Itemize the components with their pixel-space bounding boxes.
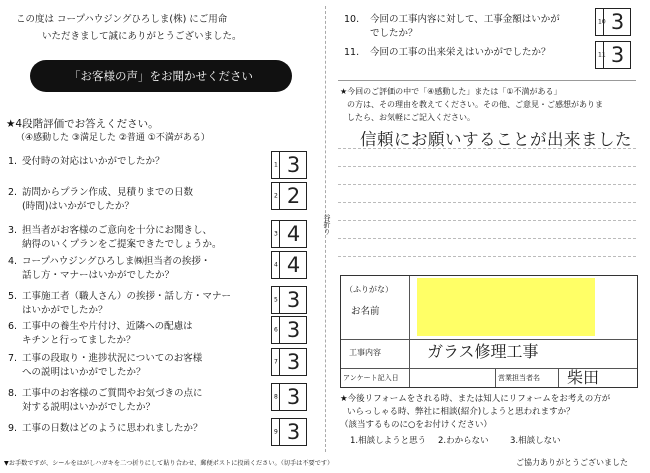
answer-box[interactable] [271, 151, 307, 179]
answer-box[interactable] [271, 220, 307, 248]
question-text: コープハウジングひろしま㈱担当者の挨拶・ [22, 256, 211, 267]
header-line-2: いただきまして誠にありがとうございました。 [42, 31, 242, 42]
answer-value: 3 [286, 420, 301, 444]
answer-box[interactable] [271, 316, 307, 344]
question-row [0, 186, 310, 216]
question-text: 訪問からプラン作成、見積りまでの日数 [22, 187, 194, 198]
question-number: 7. [8, 353, 18, 364]
question-number: 9. [8, 423, 18, 434]
question-text: 工事の日数はどのように思われましたか？ [22, 423, 203, 434]
answer-box-index: 9 [274, 428, 278, 436]
question-number: 3. [8, 225, 18, 236]
answer-box[interactable] [595, 41, 631, 69]
question-text: 工事施工者（職人さん）の挨拶・話し方・マナー [22, 291, 232, 302]
answer-box[interactable] [271, 182, 307, 210]
comment-handwritten: 信頼にお願いすることが出来ました [360, 130, 632, 149]
referral-line-2: いらっしゃる時、弊社に相談(紹介)しようと思われますか？ [347, 407, 575, 417]
question-number: 10. [344, 14, 360, 25]
survey-date-label: アンケート記入日 [343, 374, 399, 382]
staff-value: 柴田 [567, 368, 600, 387]
question-text: キチンと行ってましたか？ [22, 335, 136, 346]
answer-box[interactable] [271, 348, 307, 376]
answer-box-index: 6 [274, 326, 278, 334]
referral-line-1: ★今後リフォームをされる時、または知人にリフォームをお考えの方が [340, 394, 611, 404]
question-text: はいかがでしたか？ [22, 305, 108, 316]
survey-banner [30, 60, 292, 92]
question-row [0, 255, 310, 285]
answer-box-index: 11 [598, 51, 606, 59]
question-text: 担当者がお客様のご意向を十分にお聞きし、 [22, 225, 213, 236]
comment-prompt-2: の方は、その理由を教えてください。その他、ご意見・ご感想がありま [347, 100, 603, 109]
question-text: 受付時の対応はいかがでしたか？ [22, 156, 165, 167]
question-row [0, 290, 310, 320]
question-number: 4. [8, 256, 18, 267]
question-text: (時間)はいかがでしたか？ [22, 201, 134, 212]
comment-prompt-1: ★今回のご評価の中で「④感動した」または「①不満がある」 [340, 87, 562, 96]
rating-scale: （④感動した ③満足した ②普通 ①不満がある） [16, 133, 210, 143]
question-number: 5. [8, 291, 18, 302]
referral-option-1[interactable]: 1.相談しようと思う [350, 436, 427, 446]
answer-box[interactable] [271, 418, 307, 446]
question-row [340, 43, 640, 76]
question-row [0, 352, 310, 382]
answer-box-index: 3 [274, 230, 278, 238]
referral-option-3[interactable]: 3.相談しない [510, 436, 561, 446]
answer-value: 3 [286, 288, 301, 312]
comment-prompt-3: したら、お気軽にご記入ください。 [347, 113, 475, 122]
question-number: 8. [8, 388, 18, 399]
question-text: への説明はいかがでしたか？ [22, 367, 146, 378]
header-line-1: この度は コープハウジングひろしま(株) にご用命 [16, 14, 228, 25]
question-row [0, 155, 310, 185]
question-row [0, 224, 310, 254]
question-row [0, 320, 310, 350]
answer-box[interactable] [271, 286, 307, 314]
comment-section [338, 80, 636, 262]
question-text: 工事の段取り・進捗状況についてのお客様 [22, 353, 203, 364]
furigana-label: （ふりがな） [345, 285, 393, 294]
referral-line-3: （該当するものに○をお付けください） [340, 420, 492, 430]
answer-box-index: 5 [274, 296, 278, 304]
question-text: 工事中の養生や片付け、近隣への配慮は [22, 321, 193, 332]
rating-title: ★4段階評価でお答えください。 [6, 118, 159, 130]
answer-box-index: 1 [274, 161, 278, 169]
answer-box-index: 7 [274, 358, 278, 366]
fold-label: 谷折り [323, 214, 331, 235]
work-value: ガラス修理工事 [427, 342, 539, 361]
footer-note: ▼お手数ですが、シールをはがしハガキを二つ折りにして貼り合わせ、郵便ポストに投函ください。（切手は不要です） [4, 460, 334, 467]
answer-value: 3 [286, 350, 301, 374]
name-redaction [417, 278, 595, 336]
question-number: 2. [8, 187, 18, 198]
answer-value: 3 [286, 385, 301, 409]
question-text: 今回の工事の出来栄えはいかがでしたか？ [370, 47, 551, 58]
footer-thanks: ご協力ありがとうございました [516, 458, 628, 467]
question-row [340, 10, 640, 43]
question-number: 6. [8, 321, 18, 332]
answer-box[interactable] [271, 251, 307, 279]
question-row [0, 387, 310, 417]
answer-value: 3 [286, 153, 301, 177]
staff-label: 営業担当者名 [498, 374, 540, 382]
answer-value: 3 [286, 318, 301, 342]
answer-value: 3 [610, 43, 625, 67]
customer-info-box [340, 275, 638, 388]
question-number: 11. [344, 47, 360, 58]
question-text: 今回の工事内容に対して、工事金額はいかが [370, 14, 560, 25]
answer-value: 3 [610, 10, 625, 34]
answer-value: 4 [286, 222, 301, 246]
question-text: 対する説明はいかがでしたか？ [22, 402, 156, 413]
question-text: 話し方・マナーはいかがでしたか？ [22, 270, 175, 281]
work-label: 工事内容 [349, 348, 381, 357]
answer-box-index: 10 [598, 18, 606, 26]
answer-value: 2 [286, 184, 301, 208]
answer-box-index: 2 [274, 192, 278, 200]
answer-box[interactable] [595, 8, 631, 36]
answer-box-index: 8 [274, 393, 278, 401]
banner-label: 「お客様の声」をお聞かせください [69, 69, 253, 83]
referral-option-2[interactable]: 2.わからない [438, 436, 489, 446]
answer-box[interactable] [271, 383, 307, 411]
question-number: 1. [8, 156, 18, 167]
answer-box-index: 4 [274, 261, 278, 269]
question-text: 工事中のお客様のご質問やお気づきの点に [22, 388, 203, 399]
question-text: でしたか？ [370, 28, 418, 39]
name-label: お名前 [351, 306, 380, 317]
answer-value: 4 [286, 253, 301, 277]
question-row [0, 422, 310, 452]
question-text: 納得のいくプランをご提案できたでしょうか。 [22, 239, 222, 250]
